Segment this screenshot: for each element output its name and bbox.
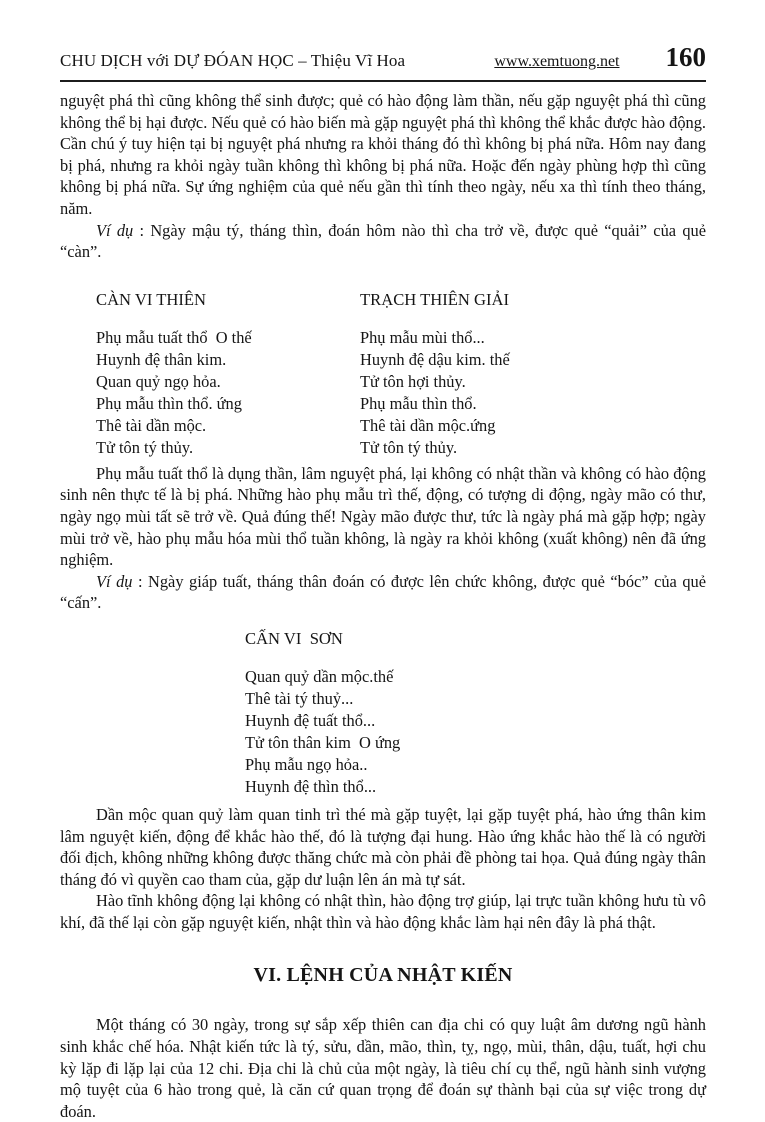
hexagram-left-column [96, 289, 360, 459]
hexagram-line: Quan quỷ dần mộc.thế [245, 666, 394, 686]
website-link[interactable]: www.xemtuong.net [494, 53, 620, 70]
example-label: Ví dụ [96, 571, 133, 591]
hexagram-line: Tử tôn thân kim O ứng [245, 732, 401, 752]
paragraph-analysis-1: Phụ mẫu tuất thổ là dụng thần, lâm nguyệt phá, lại không có nhật thần và không có hào động sinh nên thực tế là bị phá. Những hào phụ mẫu trì thế, động, có tượng di động, ngày mão có thư, ngày ngọ mùi tất sẽ trở về. Quả đúng thế! Ngày mão được thư, tức là ngày phá mà gặp hợp; ngày mùi trở về, hào phụ mẫu hóa mùi thổ tuần không, là ngày ra khỏi không (xuất không) nên đã ứng nghiệm. [60, 463, 706, 570]
section-heading: VI. LỆNH CỦA NHẬT KIẾN [253, 964, 513, 987]
page-header [60, 44, 706, 82]
hexagram-line: Tử tôn tý thủy. [360, 437, 458, 457]
hexagram-line: Thê tài dần mộc.ứng [360, 415, 496, 435]
hexagram-right-column [360, 289, 706, 459]
hexagram-line: Phụ mẫu thìn thổ. [360, 393, 477, 413]
hexagram-right-title: TRẠCH THIÊN GIẢI [360, 289, 510, 309]
hexagram-line: Phụ mẫu thìn thổ. ứng [96, 393, 242, 413]
book-title: CHU DỊCH với DỰ ĐÓAN HỌC – Thiệu Vĩ Hoa [60, 51, 406, 70]
paragraph-continuation: nguyệt phá thì cũng không thể sinh được; quẻ có hào động làm thần, nếu gặp nguyệt phá thì cũng không thể bị hại được. Nếu quẻ có hào biến mà gặp nguyệt phá thì không thể khắc được hào động. Cần chú ý tuy hiện tại bị nguyệt phá nhưng ra khỏi tháng đó thì không bị phá nữa. Hôm nay đang bị phá, nhưng ra khỏi ngày tuần không thì không bị phá nữa. Hoặc đến ngày phùng hợp thì cũng không bị phá nữa. Sự ứng nghiệm của quẻ nếu gần thì tính theo ngày, nếu xa thì tính theo tháng, năm. [60, 91, 706, 218]
body-text [60, 90, 706, 1122]
hexagram-line: Huynh đệ thìn thổ... [245, 776, 377, 796]
hexagram-line: Tử tôn tý thủy. [96, 437, 194, 457]
hexagram-single-block [245, 628, 706, 798]
paragraph-analysis-3: Hào tĩnh không động lại không có nhật thìn, hào động trợ giúp, lại trực tuần không hưu tù vô khí, đã thế lại còn gặp nguyệt kiến, nhật thìn và hào động khắc làm hại nên đây là phá thật. [60, 891, 706, 932]
example-text: : Ngày mậu tý, tháng thìn, đoán hôm nào thì cha trở về, được quẻ “quải” của quẻ “càn”. [60, 220, 706, 262]
hexagram-line: Thê tài dần mộc. [96, 415, 207, 435]
hexagram-line: Huynh đệ tuất thổ... [245, 710, 376, 730]
example-label: Ví dụ [96, 220, 134, 240]
hexagram-line: Phụ mẫu tuất thổ O thế [96, 327, 252, 347]
hexagram-line: Thê tài tý thuỷ... [245, 688, 354, 708]
example-text: : Ngày giáp tuất, tháng thân đoán có được lên chức không, được quẻ “bóc” của quẻ “cấn”. [60, 571, 706, 613]
hexagram-line: Phụ mẫu mùi thổ... [360, 327, 485, 347]
example-line-1 [60, 220, 706, 263]
hexagram-line: Huynh đệ thân kim. [96, 349, 227, 369]
hexagram-line: Huynh đệ dậu kim. thế [360, 349, 510, 369]
example-line-2 [60, 571, 706, 614]
paragraph-analysis-2: Dần mộc quan quỷ làm quan tinh trì thé mà gặp tuyệt, lại gặp tuyệt phá, hào ứng thân kim lâm nguyệt kiến, động để khắc hào thế, đó là tượng đại hung. Hào ứng khắc hào thế là có người đối địch, không những không được thăng chức mà còn phải đề phòng tai họa. Quả đúng ngày thân tháng đó vì quyền cao tham của, gặp dư luận lên án mà tự sát. [60, 804, 706, 889]
hexagram-left-title: CÀN VI THIÊN [96, 289, 207, 309]
hexagram-line: Tử tôn hợi thủy. [360, 371, 466, 391]
paragraph-section-intro: Một tháng có 30 ngày, trong sự sắp xếp thiên can địa chi có quy luật âm dương ngũ hành sinh khắc chế hóa. Nhật kiến tức là tý, sửu, dần, mão, thìn, tỵ, ngọ, mùi, thân, dậu, tuất, hợi chu kỳ lặp đi lặp lại của 12 chi. Địa chi là chủ của một ngày, là tiêu chí cụ thể, ngũ hành sinh vượng mộ tuyệt của 6 hào trong quẻ, là căn cứ quan trọng để đoán sự thành bại của sự việc trong dự đoán. [60, 1015, 706, 1121]
hexagram-pair-block [96, 289, 706, 459]
page-number: 160 [665, 42, 706, 72]
hexagram-line: Phụ mẫu ngọ hỏa.. [245, 754, 368, 774]
hexagram-line: Quan quỷ ngọ hỏa. [96, 371, 221, 391]
hexagram-single-title: CẤN VI SƠN [245, 628, 343, 648]
